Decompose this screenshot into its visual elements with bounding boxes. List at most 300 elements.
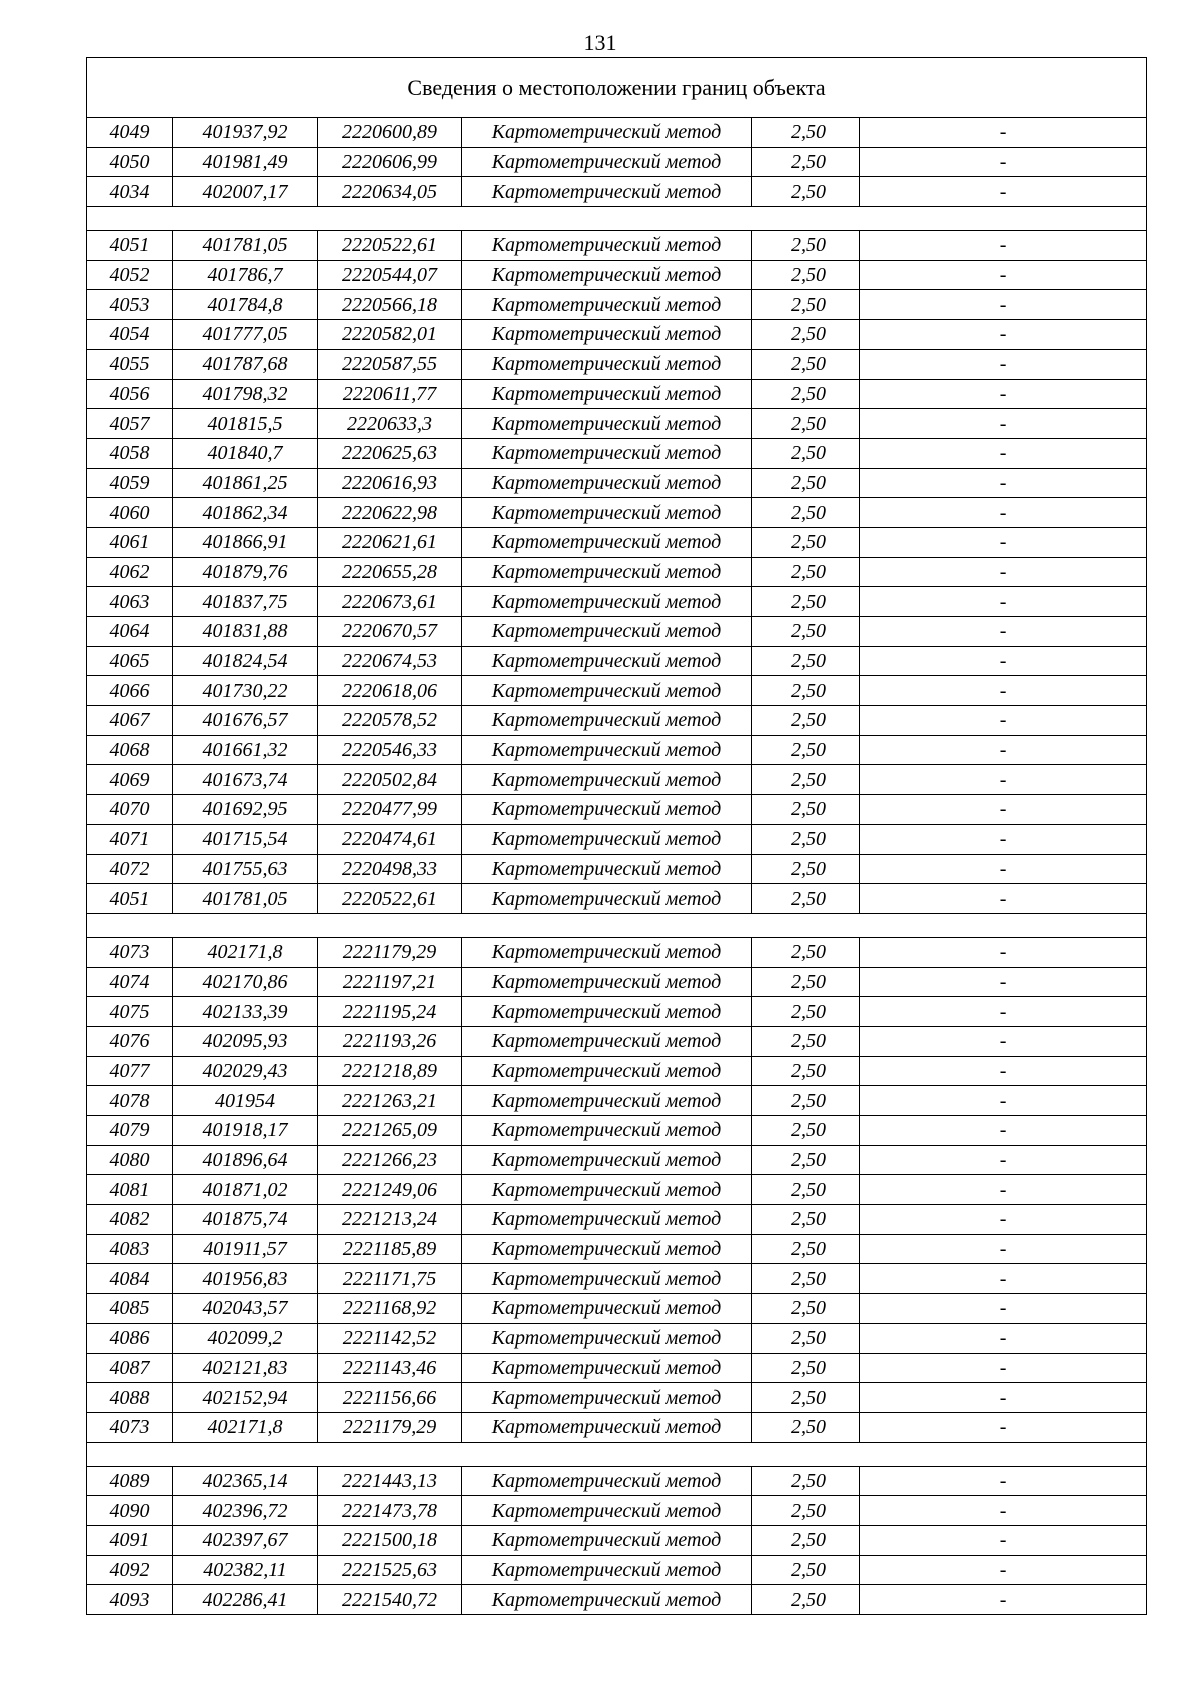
point-number-cell: 4084	[87, 1264, 173, 1294]
point-number-cell: 4093	[87, 1585, 173, 1615]
description-cell: -	[860, 1056, 1147, 1086]
point-number-cell: 4062	[87, 557, 173, 587]
y-coordinate-cell: 2220502,84	[318, 765, 462, 795]
y-coordinate-cell: 2220655,28	[318, 557, 462, 587]
point-number-cell: 4049	[87, 118, 173, 148]
y-coordinate-cell: 2220616,93	[318, 468, 462, 498]
table-row	[87, 177, 1147, 207]
error-cell: 2,50	[752, 1294, 860, 1324]
table-row	[87, 409, 1147, 439]
description-cell: -	[860, 231, 1147, 261]
description-cell: -	[860, 824, 1147, 854]
point-number-cell: 4050	[87, 147, 173, 177]
y-coordinate-cell: 2220611,77	[318, 379, 462, 409]
x-coordinate-cell: 401777,05	[173, 320, 318, 350]
error-cell: 2,50	[752, 468, 860, 498]
description-cell: -	[860, 1555, 1147, 1585]
point-number-cell: 4080	[87, 1145, 173, 1175]
error-cell: 2,50	[752, 1145, 860, 1175]
table-row	[87, 1175, 1147, 1205]
table-row	[87, 1086, 1147, 1116]
x-coordinate-cell: 401676,57	[173, 706, 318, 736]
description-cell: -	[860, 1496, 1147, 1526]
x-coordinate-cell: 401879,76	[173, 557, 318, 587]
x-coordinate-cell: 401831,88	[173, 617, 318, 647]
error-cell: 2,50	[752, 438, 860, 468]
table-row	[87, 1116, 1147, 1146]
x-coordinate-cell: 402397,67	[173, 1525, 318, 1555]
method-cell: Картометрический метод	[462, 706, 752, 736]
x-coordinate-cell: 401781,05	[173, 231, 318, 261]
description-cell: -	[860, 967, 1147, 997]
error-cell: 2,50	[752, 118, 860, 148]
method-cell: Картометрический метод	[462, 1353, 752, 1383]
description-cell: -	[860, 1383, 1147, 1413]
method-cell: Картометрический метод	[462, 349, 752, 379]
method-cell: Картометрический метод	[462, 676, 752, 706]
x-coordinate-cell: 402133,39	[173, 997, 318, 1027]
y-coordinate-cell: 2220618,06	[318, 676, 462, 706]
table-row	[87, 379, 1147, 409]
x-coordinate-cell: 401871,02	[173, 1175, 318, 1205]
point-number-cell: 4091	[87, 1525, 173, 1555]
table-row	[87, 1234, 1147, 1264]
y-coordinate-cell: 2220587,55	[318, 349, 462, 379]
x-coordinate-cell: 402095,93	[173, 1026, 318, 1056]
x-coordinate-cell: 401875,74	[173, 1205, 318, 1235]
x-coordinate-cell: 401911,57	[173, 1234, 318, 1264]
table-row	[87, 884, 1147, 914]
error-cell: 2,50	[752, 409, 860, 439]
y-coordinate-cell: 2220670,57	[318, 617, 462, 647]
error-cell: 2,50	[752, 1466, 860, 1496]
table-row	[87, 118, 1147, 148]
x-coordinate-cell: 402365,14	[173, 1466, 318, 1496]
error-cell: 2,50	[752, 937, 860, 967]
x-coordinate-cell: 401661,32	[173, 735, 318, 765]
y-coordinate-cell: 2220622,98	[318, 498, 462, 528]
method-cell: Картометрический метод	[462, 409, 752, 439]
method-cell: Картометрический метод	[462, 379, 752, 409]
description-cell: -	[860, 735, 1147, 765]
description-cell: -	[860, 409, 1147, 439]
x-coordinate-cell: 401815,5	[173, 409, 318, 439]
table-row	[87, 706, 1147, 736]
point-number-cell: 4056	[87, 379, 173, 409]
method-cell: Картометрический метод	[462, 1466, 752, 1496]
y-coordinate-cell: 2221540,72	[318, 1585, 462, 1615]
description-cell: -	[860, 557, 1147, 587]
page-number: 131	[583, 30, 617, 55]
table-row	[87, 1585, 1147, 1615]
y-coordinate-cell: 2221197,21	[318, 967, 462, 997]
point-number-cell: 4058	[87, 438, 173, 468]
point-number-cell: 4082	[87, 1205, 173, 1235]
error-cell: 2,50	[752, 735, 860, 765]
method-cell: Картометрический метод	[462, 1525, 752, 1555]
point-number-cell: 4051	[87, 231, 173, 261]
table-row	[87, 468, 1147, 498]
method-cell: Картометрический метод	[462, 1412, 752, 1442]
table-row	[87, 997, 1147, 1027]
point-number-cell: 4072	[87, 854, 173, 884]
y-coordinate-cell: 2221265,09	[318, 1116, 462, 1146]
point-number-cell: 4066	[87, 676, 173, 706]
y-coordinate-cell: 2220621,61	[318, 527, 462, 557]
error-cell: 2,50	[752, 1585, 860, 1615]
description-cell: -	[860, 349, 1147, 379]
table-row	[87, 1525, 1147, 1555]
error-cell: 2,50	[752, 1086, 860, 1116]
error-cell: 2,50	[752, 260, 860, 290]
y-coordinate-cell: 2221213,24	[318, 1205, 462, 1235]
table-row	[87, 1466, 1147, 1496]
point-number-cell: 4057	[87, 409, 173, 439]
method-cell: Картометрический метод	[462, 1145, 752, 1175]
point-number-cell: 4061	[87, 527, 173, 557]
y-coordinate-cell: 2220578,52	[318, 706, 462, 736]
point-number-cell: 4065	[87, 646, 173, 676]
error-cell: 2,50	[752, 1116, 860, 1146]
block-separator-row	[87, 913, 1147, 937]
description-cell: -	[860, 438, 1147, 468]
x-coordinate-cell: 402286,41	[173, 1585, 318, 1615]
y-coordinate-cell: 2220498,33	[318, 854, 462, 884]
point-number-cell: 4089	[87, 1466, 173, 1496]
method-cell: Картометрический метод	[462, 1086, 752, 1116]
method-cell: Картометрический метод	[462, 884, 752, 914]
x-coordinate-cell: 401937,92	[173, 118, 318, 148]
x-coordinate-cell: 401692,95	[173, 795, 318, 825]
description-cell: -	[860, 1145, 1147, 1175]
error-cell: 2,50	[752, 765, 860, 795]
description-cell: -	[860, 765, 1147, 795]
table-row	[87, 1205, 1147, 1235]
method-cell: Картометрический метод	[462, 824, 752, 854]
point-number-cell: 4090	[87, 1496, 173, 1526]
description-cell: -	[860, 1205, 1147, 1235]
y-coordinate-cell: 2220477,99	[318, 795, 462, 825]
method-cell: Картометрический метод	[462, 1116, 752, 1146]
y-coordinate-cell: 2221473,78	[318, 1496, 462, 1526]
x-coordinate-cell: 401840,7	[173, 438, 318, 468]
description-cell: -	[860, 177, 1147, 207]
x-coordinate-cell: 401954	[173, 1086, 318, 1116]
point-number-cell: 4092	[87, 1555, 173, 1585]
error-cell: 2,50	[752, 676, 860, 706]
description-cell: -	[860, 468, 1147, 498]
method-cell: Картометрический метод	[462, 438, 752, 468]
method-cell: Картометрический метод	[462, 498, 752, 528]
x-coordinate-cell: 402382,11	[173, 1555, 318, 1585]
table-row	[87, 1496, 1147, 1526]
method-cell: Картометрический метод	[462, 735, 752, 765]
y-coordinate-cell: 2221218,89	[318, 1056, 462, 1086]
method-cell: Картометрический метод	[462, 1234, 752, 1264]
error-cell: 2,50	[752, 884, 860, 914]
y-coordinate-cell: 2221249,06	[318, 1175, 462, 1205]
description-cell: -	[860, 1086, 1147, 1116]
y-coordinate-cell: 2221185,89	[318, 1234, 462, 1264]
method-cell: Картометрический метод	[462, 1175, 752, 1205]
error-cell: 2,50	[752, 1056, 860, 1086]
method-cell: Картометрический метод	[462, 320, 752, 350]
method-cell: Картометрический метод	[462, 997, 752, 1027]
point-number-cell: 4083	[87, 1234, 173, 1264]
method-cell: Картометрический метод	[462, 1323, 752, 1353]
description-cell: -	[860, 884, 1147, 914]
y-coordinate-cell: 2221142,52	[318, 1323, 462, 1353]
x-coordinate-cell: 401862,34	[173, 498, 318, 528]
y-coordinate-cell: 2221266,23	[318, 1145, 462, 1175]
boundary-coordinates-table	[86, 57, 1147, 1615]
error-cell: 2,50	[752, 1496, 860, 1526]
error-cell: 2,50	[752, 617, 860, 647]
point-number-cell: 4079	[87, 1116, 173, 1146]
point-number-cell: 4081	[87, 1175, 173, 1205]
description-cell: -	[860, 854, 1147, 884]
error-cell: 2,50	[752, 498, 860, 528]
y-coordinate-cell: 2221500,18	[318, 1525, 462, 1555]
error-cell: 2,50	[752, 290, 860, 320]
y-coordinate-cell: 2220606,99	[318, 147, 462, 177]
y-coordinate-cell: 2221168,92	[318, 1294, 462, 1324]
x-coordinate-cell: 401787,68	[173, 349, 318, 379]
x-coordinate-cell: 402152,94	[173, 1383, 318, 1413]
description-cell: -	[860, 587, 1147, 617]
error-cell: 2,50	[752, 1525, 860, 1555]
x-coordinate-cell: 402099,2	[173, 1323, 318, 1353]
point-number-cell: 4076	[87, 1026, 173, 1056]
table-row	[87, 1323, 1147, 1353]
method-cell: Картометрический метод	[462, 1555, 752, 1585]
error-cell: 2,50	[752, 527, 860, 557]
y-coordinate-cell: 2220633,3	[318, 409, 462, 439]
point-number-cell: 4087	[87, 1353, 173, 1383]
error-cell: 2,50	[752, 997, 860, 1027]
table-row	[87, 1294, 1147, 1324]
error-cell: 2,50	[752, 1026, 860, 1056]
point-number-cell: 4052	[87, 260, 173, 290]
description-cell: -	[860, 1412, 1147, 1442]
method-cell: Картометрический метод	[462, 557, 752, 587]
error-cell: 2,50	[752, 1264, 860, 1294]
table-row	[87, 587, 1147, 617]
y-coordinate-cell: 2220600,89	[318, 118, 462, 148]
point-number-cell: 4064	[87, 617, 173, 647]
method-cell: Картометрический метод	[462, 1383, 752, 1413]
error-cell: 2,50	[752, 1323, 860, 1353]
table-row	[87, 1353, 1147, 1383]
table-row	[87, 231, 1147, 261]
x-coordinate-cell: 401673,74	[173, 765, 318, 795]
error-cell: 2,50	[752, 1175, 860, 1205]
description-cell: -	[860, 1323, 1147, 1353]
method-cell: Картометрический метод	[462, 468, 752, 498]
block-separator	[87, 913, 1147, 937]
description-cell: -	[860, 937, 1147, 967]
table-row	[87, 1555, 1147, 1585]
method-cell: Картометрический метод	[462, 1205, 752, 1235]
y-coordinate-cell: 2220674,53	[318, 646, 462, 676]
error-cell: 2,50	[752, 1555, 860, 1585]
method-cell: Картометрический метод	[462, 1264, 752, 1294]
error-cell: 2,50	[752, 557, 860, 587]
description-cell: -	[860, 795, 1147, 825]
method-cell: Картометрический метод	[462, 118, 752, 148]
table-row	[87, 147, 1147, 177]
description-cell: -	[860, 1116, 1147, 1146]
y-coordinate-cell: 2221179,29	[318, 937, 462, 967]
point-number-cell: 4085	[87, 1294, 173, 1324]
x-coordinate-cell: 401784,8	[173, 290, 318, 320]
y-coordinate-cell: 2221195,24	[318, 997, 462, 1027]
table-row	[87, 1412, 1147, 1442]
description-cell: -	[860, 527, 1147, 557]
method-cell: Картометрический метод	[462, 147, 752, 177]
point-number-cell: 4086	[87, 1323, 173, 1353]
x-coordinate-cell: 401786,7	[173, 260, 318, 290]
x-coordinate-cell: 401755,63	[173, 854, 318, 884]
y-coordinate-cell: 2221143,46	[318, 1353, 462, 1383]
table-row	[87, 735, 1147, 765]
method-cell: Картометрический метод	[462, 617, 752, 647]
description-cell: -	[860, 676, 1147, 706]
table-row	[87, 676, 1147, 706]
table-row	[87, 765, 1147, 795]
error-cell: 2,50	[752, 1412, 860, 1442]
point-number-cell: 4075	[87, 997, 173, 1027]
y-coordinate-cell: 2221193,26	[318, 1026, 462, 1056]
point-number-cell: 4073	[87, 937, 173, 967]
method-cell: Картометрический метод	[462, 1026, 752, 1056]
description-cell: -	[860, 1294, 1147, 1324]
table-row	[87, 617, 1147, 647]
x-coordinate-cell: 401896,64	[173, 1145, 318, 1175]
y-coordinate-cell: 2220625,63	[318, 438, 462, 468]
table-row	[87, 1383, 1147, 1413]
table-row	[87, 1145, 1147, 1175]
point-number-cell: 4070	[87, 795, 173, 825]
y-coordinate-cell: 2220522,61	[318, 231, 462, 261]
y-coordinate-cell: 2221525,63	[318, 1555, 462, 1585]
description-cell: -	[860, 498, 1147, 528]
x-coordinate-cell: 401866,91	[173, 527, 318, 557]
x-coordinate-cell: 402121,83	[173, 1353, 318, 1383]
table-row	[87, 349, 1147, 379]
x-coordinate-cell: 401798,32	[173, 379, 318, 409]
point-number-cell: 4060	[87, 498, 173, 528]
point-number-cell: 4067	[87, 706, 173, 736]
error-cell: 2,50	[752, 147, 860, 177]
y-coordinate-cell: 2221179,29	[318, 1412, 462, 1442]
description-cell: -	[860, 1585, 1147, 1615]
error-cell: 2,50	[752, 587, 860, 617]
block-separator	[87, 1442, 1147, 1466]
y-coordinate-cell: 2220546,33	[318, 735, 462, 765]
y-coordinate-cell: 2221263,21	[318, 1086, 462, 1116]
description-cell: -	[860, 1026, 1147, 1056]
y-coordinate-cell: 2221443,13	[318, 1466, 462, 1496]
table-row	[87, 498, 1147, 528]
y-coordinate-cell: 2220544,07	[318, 260, 462, 290]
method-cell: Картометрический метод	[462, 231, 752, 261]
error-cell: 2,50	[752, 967, 860, 997]
x-coordinate-cell: 401715,54	[173, 824, 318, 854]
description-cell: -	[860, 379, 1147, 409]
error-cell: 2,50	[752, 1353, 860, 1383]
method-cell: Картометрический метод	[462, 587, 752, 617]
y-coordinate-cell: 2220566,18	[318, 290, 462, 320]
x-coordinate-cell: 402171,8	[173, 937, 318, 967]
point-number-cell: 4051	[87, 884, 173, 914]
method-cell: Картометрический метод	[462, 765, 752, 795]
table-caption: Сведения о местоположении границ объекта	[87, 58, 1147, 118]
table-row	[87, 1056, 1147, 1086]
description-cell: -	[860, 706, 1147, 736]
point-number-cell: 4073	[87, 1412, 173, 1442]
y-coordinate-cell: 2220634,05	[318, 177, 462, 207]
method-cell: Картометрический метод	[462, 1056, 752, 1086]
point-number-cell: 4071	[87, 824, 173, 854]
description-cell: -	[860, 1264, 1147, 1294]
x-coordinate-cell: 401730,22	[173, 676, 318, 706]
x-coordinate-cell: 401918,17	[173, 1116, 318, 1146]
error-cell: 2,50	[752, 349, 860, 379]
error-cell: 2,50	[752, 1234, 860, 1264]
description-cell: -	[860, 147, 1147, 177]
table-row	[87, 1026, 1147, 1056]
point-number-cell: 4053	[87, 290, 173, 320]
table-row	[87, 967, 1147, 997]
table-row	[87, 557, 1147, 587]
x-coordinate-cell: 402007,17	[173, 177, 318, 207]
error-cell: 2,50	[752, 706, 860, 736]
description-cell: -	[860, 646, 1147, 676]
method-cell: Картометрический метод	[462, 967, 752, 997]
description-cell: -	[860, 118, 1147, 148]
x-coordinate-cell: 402170,86	[173, 967, 318, 997]
table-row	[87, 260, 1147, 290]
x-coordinate-cell: 401781,05	[173, 884, 318, 914]
y-coordinate-cell: 2220522,61	[318, 884, 462, 914]
error-cell: 2,50	[752, 824, 860, 854]
error-cell: 2,50	[752, 795, 860, 825]
point-number-cell: 4069	[87, 765, 173, 795]
method-cell: Картометрический метод	[462, 177, 752, 207]
table-row	[87, 320, 1147, 350]
x-coordinate-cell: 402029,43	[173, 1056, 318, 1086]
block-separator-row	[87, 207, 1147, 231]
x-coordinate-cell: 402396,72	[173, 1496, 318, 1526]
x-coordinate-cell: 401824,54	[173, 646, 318, 676]
x-coordinate-cell: 401837,75	[173, 587, 318, 617]
table-row	[87, 1264, 1147, 1294]
y-coordinate-cell: 2220673,61	[318, 587, 462, 617]
x-coordinate-cell: 402171,8	[173, 1412, 318, 1442]
point-number-cell: 4059	[87, 468, 173, 498]
method-cell: Картометрический метод	[462, 937, 752, 967]
table-row	[87, 646, 1147, 676]
error-cell: 2,50	[752, 854, 860, 884]
method-cell: Картометрический метод	[462, 1496, 752, 1526]
description-cell: -	[860, 290, 1147, 320]
x-coordinate-cell: 401981,49	[173, 147, 318, 177]
block-separator-row	[87, 1442, 1147, 1466]
table-row	[87, 290, 1147, 320]
point-number-cell: 4078	[87, 1086, 173, 1116]
method-cell: Картометрический метод	[462, 527, 752, 557]
